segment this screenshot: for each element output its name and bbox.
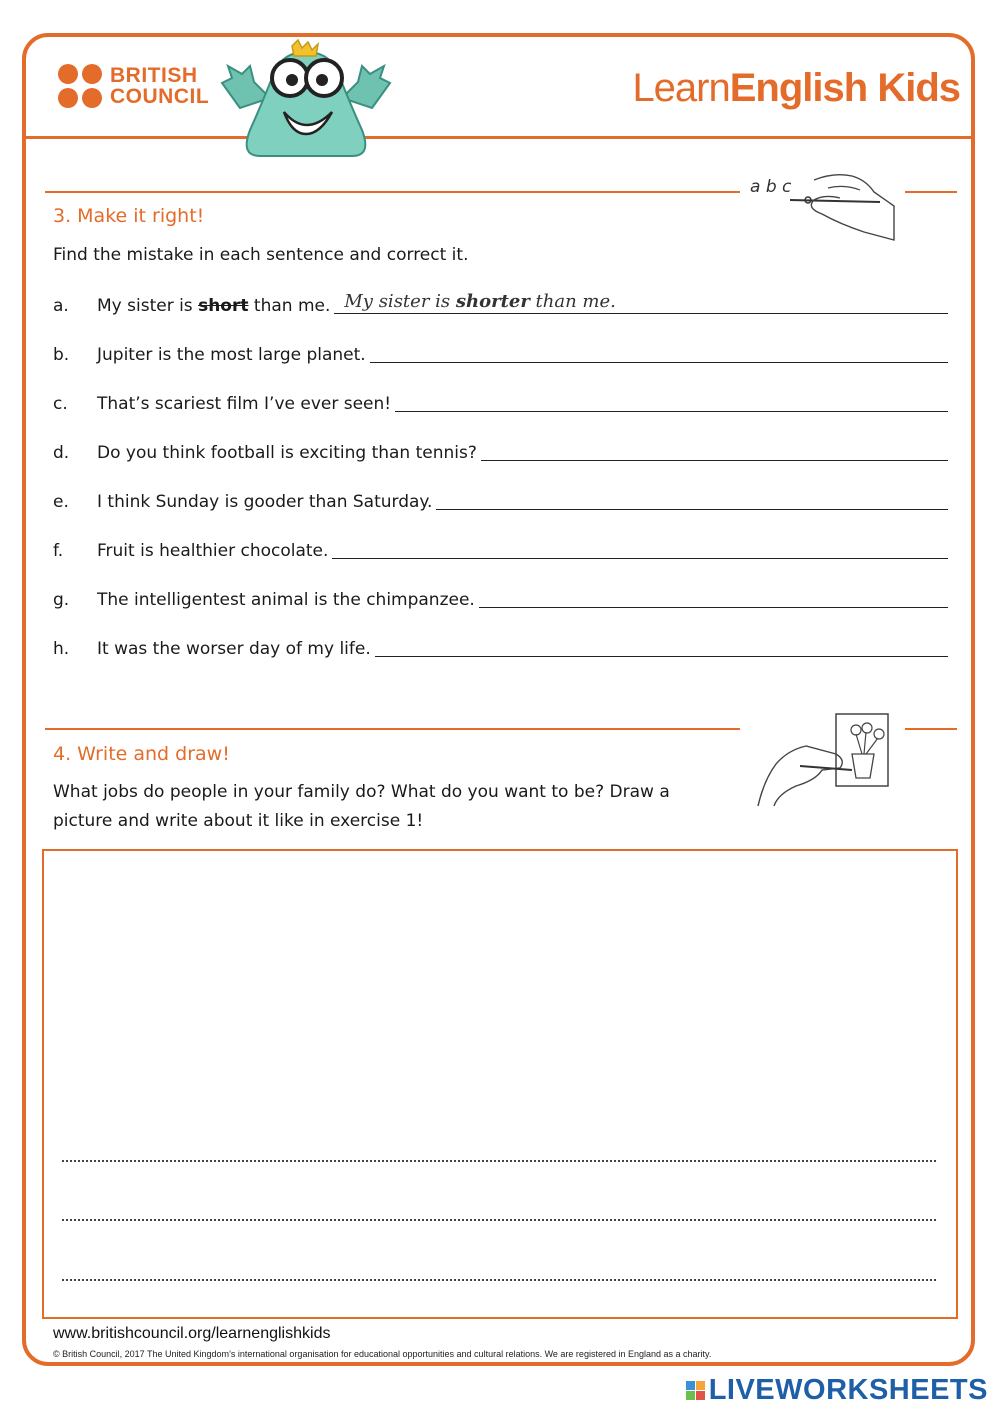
section4-instruction-line1: What jobs do people in your family do? What do you want to be? Draw a (53, 782, 670, 802)
liveworksheets-logo (686, 1374, 988, 1407)
section3-rule-left (45, 191, 740, 193)
lek-logo-kids: Kids (867, 66, 960, 110)
question-e (53, 484, 948, 512)
question-letter: d. (53, 443, 70, 463)
question-letter: c. (53, 394, 68, 414)
section4-rule-left (45, 728, 740, 730)
question-h (53, 631, 948, 659)
question-text: Do you think football is exciting than tennis? (97, 443, 477, 463)
footer-copyright: © British Council, 2017 The United Kingdom’s international organisation for educational opportunities and cultural relations. We are registered in England as a charity. (53, 1349, 712, 1359)
question-text: That’s scariest film I’ve ever seen! (97, 394, 392, 414)
section4-rule-right (905, 728, 957, 730)
answer-line-h[interactable] (375, 636, 948, 657)
answer-line-b[interactable] (370, 342, 948, 363)
section3-instruction: Find the mistake in each sentence and correct it. (53, 245, 469, 265)
answer-line-f[interactable] (332, 538, 948, 559)
question-text: It was the worser day of my life. (97, 639, 371, 659)
question-letter: h. (53, 639, 70, 659)
question-text: My sister is short than me. (97, 296, 331, 316)
answer-line-a[interactable] (334, 293, 948, 314)
learnenglish-kids-logo (632, 66, 960, 111)
british-council-logo (58, 64, 209, 108)
abc-label: a b c (750, 177, 792, 197)
writing-hand-icon (744, 170, 896, 250)
lek-logo-learn: Learn (632, 66, 730, 110)
question-text: The intelligentest animal is the chimpanzee. (97, 590, 475, 610)
answer-line-d[interactable] (481, 440, 948, 461)
drawing-hand-icon (756, 710, 896, 810)
question-c (53, 386, 948, 414)
question-text: Fruit is healthier chocolate. (97, 541, 329, 561)
question-letter: b. (53, 345, 70, 365)
question-letter: a. (53, 296, 69, 316)
monster-mascot-icon (220, 38, 392, 166)
question-g (53, 582, 948, 610)
footer-url: www.britishcouncil.org/learnenglishkids (53, 1325, 331, 1342)
question-text: I think Sunday is gooder than Saturday. (97, 492, 433, 512)
writing-line-3[interactable] (62, 1279, 936, 1281)
liveworksheets-squares-icon (686, 1381, 705, 1400)
drawing-area[interactable] (42, 849, 958, 1319)
question-b (53, 337, 948, 365)
question-f (53, 533, 948, 561)
liveworksheets-text: LIVEWORKSHEETS (708, 1374, 988, 1406)
header-divider (26, 136, 975, 139)
writing-line-1[interactable] (62, 1160, 936, 1162)
answer-line-c[interactable] (395, 391, 948, 412)
section3-title: 3. Make it right! (53, 205, 205, 227)
struck-word: short (198, 296, 249, 316)
section4-title: 4. Write and draw! (53, 743, 230, 765)
question-letter: g. (53, 590, 70, 610)
section3-rule-right (905, 191, 957, 193)
section4-instruction-line2: picture and write about it like in exercise 1! (53, 811, 424, 831)
example-answer: My sister is shorter than me. (344, 291, 616, 312)
lek-logo-english: English (729, 66, 868, 110)
bc-logo-line2: COUNCIL (110, 85, 210, 108)
question-text: Jupiter is the most large planet. (97, 345, 366, 365)
question-letter: e. (53, 492, 69, 512)
bc-logo-line1: BRITISH (110, 64, 198, 87)
answer-line-e[interactable] (436, 489, 948, 510)
question-d (53, 435, 948, 463)
british-council-dots-icon (58, 64, 102, 108)
question-a (53, 288, 948, 316)
question-letter: f. (53, 541, 64, 561)
writing-line-2[interactable] (62, 1219, 936, 1221)
answer-line-g[interactable] (479, 587, 948, 608)
